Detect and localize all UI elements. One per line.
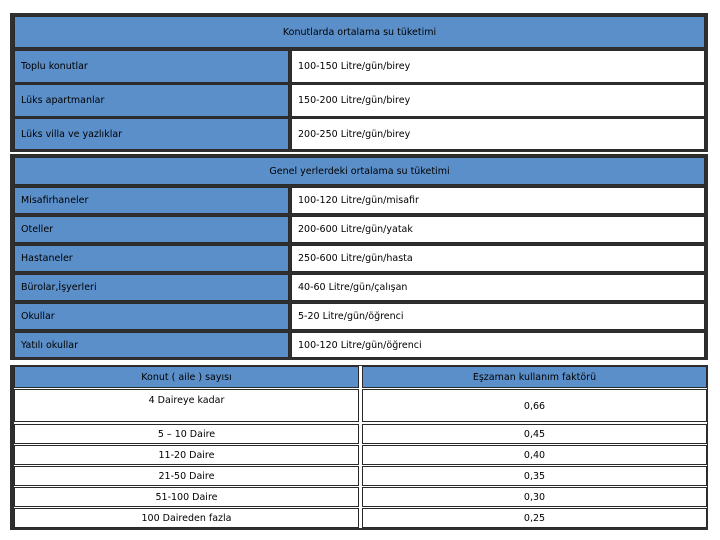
table-row-value: 0,35 [362, 466, 707, 486]
table-row-label: Yatılı okullar [14, 332, 289, 358]
table-header [14, 157, 705, 185]
table-row-label: Misafirhaneler [14, 187, 289, 214]
table-row-label: Hastaneler [14, 245, 289, 272]
table-row-label: Okullar [14, 303, 289, 330]
table-row-value: 0,66 [362, 389, 707, 422]
table-row-label: Lüks apartmanlar [14, 84, 289, 117]
table-header-left: Konut ( aile ) sayısı [14, 366, 359, 388]
table-header-text: Genel yerlerdeki ortalama su tüketimi [269, 165, 450, 177]
table-row-label: 51-100 Daire [14, 487, 359, 507]
table-row-label: Bürolar,İşyerleri [14, 274, 289, 301]
table-row-label: 4 Daireye kadar [14, 389, 359, 422]
table-header-text: Konutlarda ortalama su tüketimi [282, 26, 437, 38]
table-row-value: 40-60 Litre/gün/çalışan [291, 274, 705, 301]
table-header [14, 16, 705, 48]
table-row-value: 100-120 Litre/gün/misafir [291, 187, 705, 214]
table-row-value: 0,40 [362, 445, 707, 465]
table-row-value: 0,30 [362, 487, 707, 507]
table-row-value: 150-200 Litre/gün/birey [291, 84, 705, 117]
table-row-value: 5-20 Litre/gün/öğrenci [291, 303, 705, 330]
table-row-value: 0,25 [362, 508, 707, 528]
table-row-value: 0,45 [362, 424, 707, 444]
table-row-value: 100-150 Litre/gün/birey [291, 50, 705, 83]
table-row-value: 200-250 Litre/gün/birey [291, 118, 705, 150]
table-row-value: 100-120 Litre/gün/öğrenci [291, 332, 705, 358]
table-row-label: Lüks villa ve yazlıklar [14, 118, 289, 150]
table-row-label: Oteller [14, 216, 289, 243]
table-row-label: 100 Daireden fazla [14, 508, 359, 528]
table-row-label: 21-50 Daire [14, 466, 359, 486]
table-row-value: 200-600 Litre/gün/yatak [291, 216, 705, 243]
table-header-right: Eşzaman kullanım faktörü [362, 366, 707, 388]
table-row-value: 250-600 Litre/gün/hasta [291, 245, 705, 272]
table-row-label: Toplu konutlar [14, 50, 289, 83]
table-row-label: 5 – 10 Daire [14, 424, 359, 444]
table-row-label: 11-20 Daire [14, 445, 359, 465]
